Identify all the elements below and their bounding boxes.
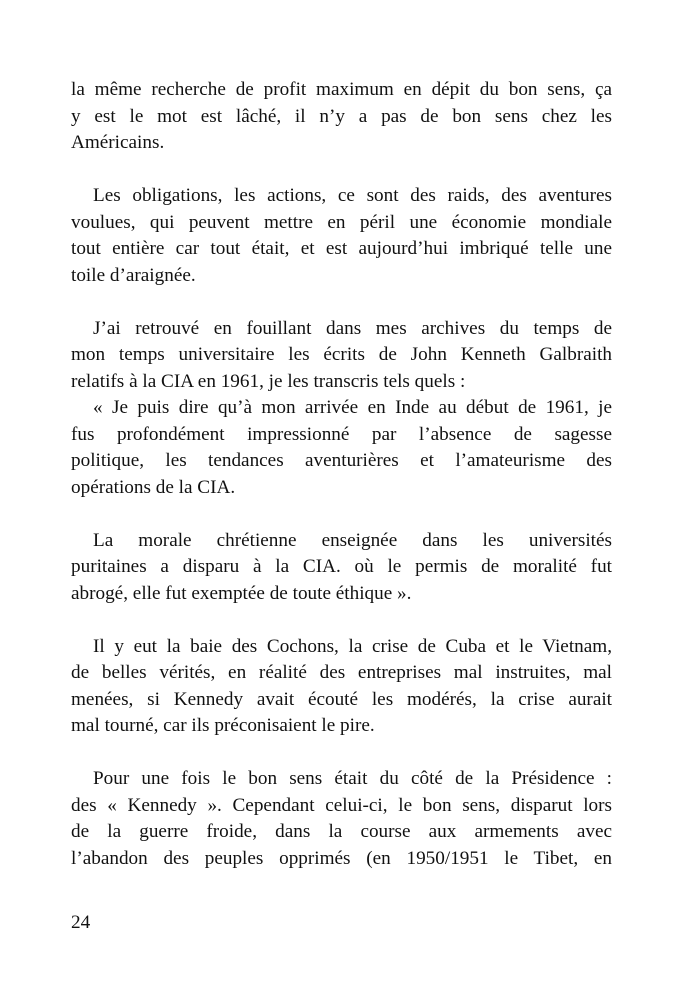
text-line: toile d’araignée.	[71, 264, 196, 286]
text-line: mal tourné, car ils préconisaient le pire.	[71, 715, 375, 736]
text-line: J’ai retrouvé en fouillant dans mes archives du temps de	[93, 317, 612, 339]
text-line: tout entière car tout était, et est aujourd’hui imbriqué telle une	[71, 238, 612, 259]
text-line: « Je puis dire qu’à mon arrivée en Inde au début de 1961, je	[93, 397, 612, 418]
paragraph	[71, 316, 612, 396]
text-line: La morale chrétienne enseignée dans les universités	[93, 529, 612, 551]
text-line: fus profondément impressionné par l’absence de sagesse	[71, 423, 612, 445]
text-line: de belles vérités, en réalité des entreprises mal instruites, mal	[71, 662, 612, 683]
paragraph	[71, 183, 612, 289]
text-line: puritaines a disparu à la CIA. où le permis de moralité fut	[71, 556, 612, 577]
text-line: l’abandon des peuples opprimés (en 1950/1951 le Tibet, en	[71, 847, 612, 869]
paragraph	[71, 77, 612, 157]
text-line: relatifs à la CIA en 1961, je les transcris tels quels :	[71, 370, 466, 392]
page-number: 24	[71, 912, 91, 933]
text-line: menées, si Kennedy avait écouté les modérés, la crise aurait	[71, 688, 612, 710]
text-line: des « Kennedy ». Cependant celui-ci, le bon sens, disparut lors	[71, 794, 612, 816]
text-line: opérations de la CIA.	[71, 476, 236, 498]
text-line: Les obligations, les actions, ce sont des raids, des aventures	[93, 185, 612, 206]
text-line: Pour une fois le bon sens était du côté de la Présidence :	[93, 768, 612, 789]
text-line: la même recherche de profit maximum en dépit du bon sens, ça	[71, 79, 612, 100]
paragraph	[71, 528, 612, 608]
paragraph	[71, 634, 612, 740]
text-line: Il y eut la baie des Cochons, la crise de Cuba et le Vietnam,	[93, 635, 612, 657]
text-line: abrogé, elle fut exemptée de toute éthique ».	[71, 582, 412, 604]
text-line: de la guerre froide, dans la course aux armements avec	[71, 821, 612, 842]
document-body	[71, 77, 612, 899]
paragraph	[71, 766, 612, 872]
text-line: politique, les tendances aventurières et l’amateurisme des	[71, 450, 612, 471]
text-line: voulues, qui peuvent mettre en péril une économie mondiale	[71, 211, 612, 233]
text-line: mon temps universitaire les écrits de John Kenneth Galbraith	[71, 344, 612, 365]
text-line: Américains.	[71, 132, 165, 153]
text-line: y est le mot est lâché, il n’y a pas de bon sens chez les	[71, 105, 612, 127]
paragraph	[71, 395, 612, 501]
